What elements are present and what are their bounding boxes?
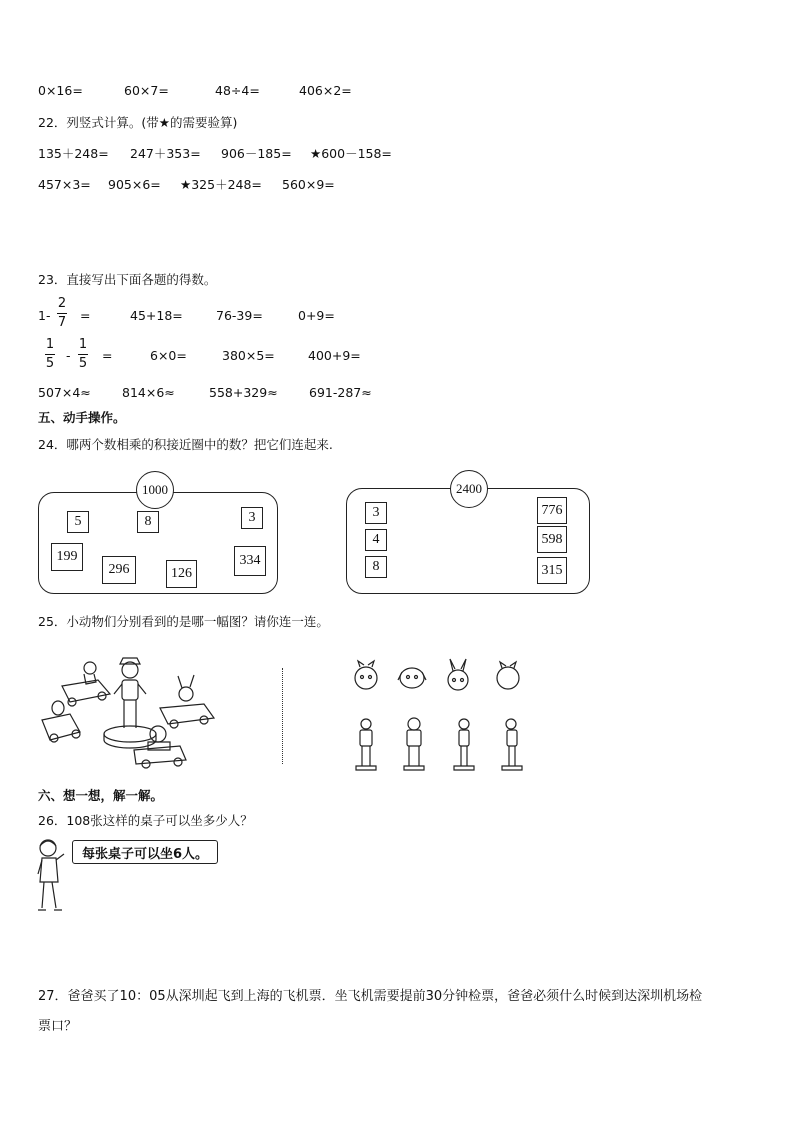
- q24-right-target: 2400: [450, 470, 488, 508]
- fraction-denominator: 5: [45, 356, 55, 371]
- q24-left-num-296[interactable]: 296: [102, 556, 136, 584]
- q24-right-num-8[interactable]: 8: [365, 556, 387, 578]
- q22-r1-c: 906－185=: [221, 146, 292, 161]
- q23-r2-eq: =: [102, 348, 113, 363]
- q23-r3-c: 558+329≈: [209, 385, 278, 400]
- fraction-denominator: 5: [78, 356, 88, 371]
- q22-title: 22．列竖式计算。(带★的需要验算): [38, 115, 238, 130]
- q24-right-num-598[interactable]: 598: [537, 526, 567, 553]
- dotted-divider: [282, 668, 283, 764]
- section-6-heading: 六、想一想，解一解。: [38, 788, 164, 803]
- speech-bubble: 每张桌子可以坐6人。: [72, 840, 218, 864]
- animal-scene-illustration: [38, 652, 228, 770]
- q24-left-target: 1000: [136, 471, 174, 509]
- q25-title: 25．小动物们分别看到的是哪一幅图？请你连一连。: [38, 614, 329, 629]
- calc-60x7: 60×7=: [124, 83, 169, 98]
- fraction-numerator: 1: [78, 337, 88, 352]
- q23-r2-minus: -: [66, 348, 71, 363]
- q23-r1-prefix: 1-: [38, 308, 51, 323]
- girl-figure: [36, 838, 68, 918]
- q24-left-num-8[interactable]: 8: [137, 511, 159, 533]
- q23-r1-c: 0+9=: [298, 308, 335, 323]
- q23-r2-c: 400+9=: [308, 348, 361, 363]
- q24-left-num-334[interactable]: 334: [234, 546, 266, 576]
- q24-left-num-126[interactable]: 126: [166, 560, 197, 588]
- q27-line-1: 27．爸爸买了10：05从深圳起飞到上海的飞机票．坐飞机需要提前30分钟检票，爸爸必须什么时候到达深圳机场检: [38, 989, 703, 1004]
- q24-right-num-776[interactable]: 776: [537, 497, 567, 524]
- q23-r1-eq: =: [80, 308, 91, 323]
- q24-right-num-3[interactable]: 3: [365, 502, 387, 524]
- q22-r2-b: 905×6=: [108, 177, 161, 192]
- q24-right-num-4[interactable]: 4: [365, 529, 387, 551]
- q26-title: 26．108张这样的桌子可以坐多少人？: [38, 813, 253, 828]
- q24-left-num-199[interactable]: 199: [51, 543, 83, 571]
- fraction-numerator: 2: [57, 296, 67, 311]
- q23-r2-fraction-2: [78, 337, 88, 372]
- q22-r1-a: 135＋248=: [38, 146, 109, 161]
- q22-r2-a: 457×3=: [38, 177, 91, 192]
- q23-r2-a: 6×0=: [150, 348, 187, 363]
- fraction-bar: [57, 313, 67, 314]
- q23-title: 23．直接写出下面各题的得数。: [38, 272, 217, 287]
- q23-r3-b: 814×6≈: [122, 385, 175, 400]
- q23-r3-a: 507×4≈: [38, 385, 91, 400]
- q22-r1-d: ★600－158=: [310, 146, 392, 161]
- fraction-denominator: 7: [57, 315, 67, 330]
- policeman-views: [350, 716, 530, 772]
- animal-heads-views: [350, 658, 530, 694]
- q23-r1-fraction: [57, 296, 67, 331]
- q24-left-num-3[interactable]: 3: [241, 507, 263, 529]
- fraction-bar: [45, 354, 55, 355]
- q24-title: 24．哪两个数相乘的积接近圈中的数？把它们连起来.: [38, 437, 333, 452]
- calc-0x16: 0×16=: [38, 83, 83, 98]
- q24-left-num-5[interactable]: 5: [67, 511, 89, 533]
- q23-r1-a: 45+18=: [130, 308, 183, 323]
- q24-right-num-315[interactable]: 315: [537, 557, 567, 584]
- q23-r2-fraction-1: [45, 337, 55, 372]
- fraction-bar: [78, 354, 88, 355]
- calc-48div4: 48÷4=: [215, 83, 260, 98]
- fraction-numerator: 1: [45, 337, 55, 352]
- section-5-heading: 五、动手操作。: [38, 410, 126, 425]
- q27-line-2: 票口？: [38, 1019, 78, 1034]
- q23-r1-b: 76-39=: [216, 308, 263, 323]
- q23-r3-d: 691-287≈: [309, 385, 372, 400]
- calc-406x2: 406×2=: [299, 83, 352, 98]
- q23-r2-b: 380×5=: [222, 348, 275, 363]
- q22-r2-d: 560×9=: [282, 177, 335, 192]
- q22-r1-b: 247＋353=: [130, 146, 201, 161]
- q22-r2-c: ★325＋248=: [180, 177, 262, 192]
